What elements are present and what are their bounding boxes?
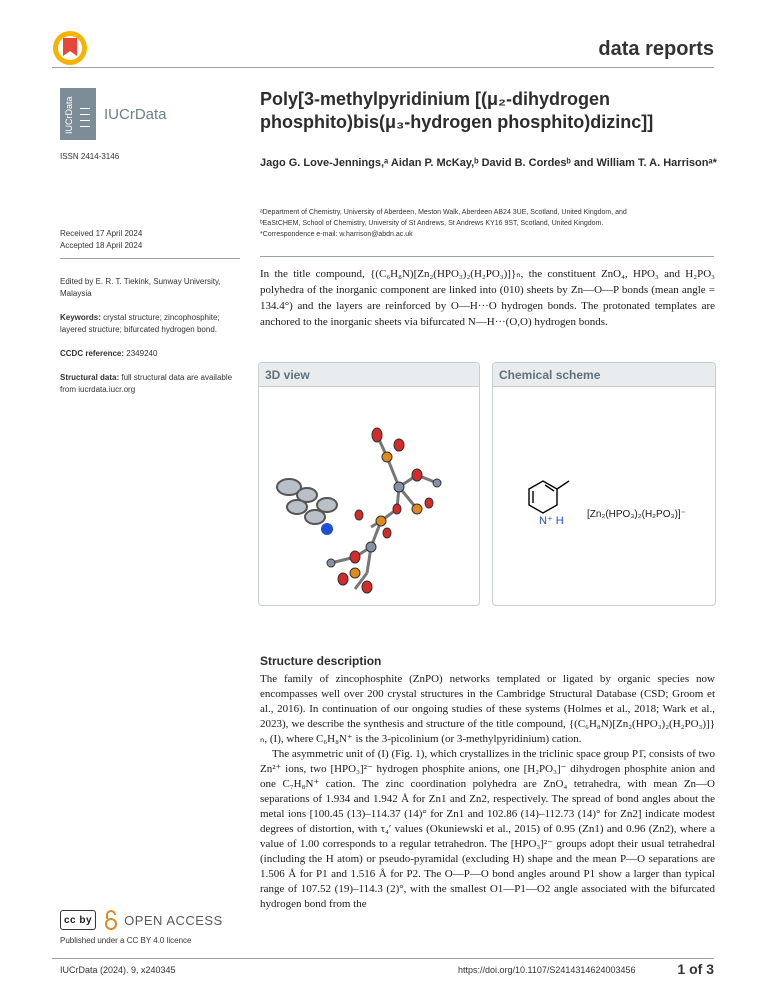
article-body — [260, 672, 715, 912]
header-divider — [52, 67, 714, 68]
journal-logo-icon — [60, 88, 96, 140]
issn: ISSN 2414-3146 — [60, 152, 120, 161]
journal-brand[interactable] — [60, 88, 167, 140]
open-access-label: OPEN ACCESS — [124, 912, 223, 928]
chemical-scheme-title: Chemical scheme — [493, 363, 715, 387]
edited-by: Edited by E. R. T. Tiekink, Sunway University, Malaysia — [60, 277, 221, 298]
title-line-1: Poly[3-methylpyridinium [(μ₂-dihydrogen — [260, 89, 611, 109]
body-paragraph-2: The asymmetric unit of (I) (Fig. 1), which crystallizes in the triclinic space group P1̄, consists of two Zn²⁺ ions, two [HPO₃]²⁻ hydrogen phosphite anions, one [H₂PO₃]⁻ dihydrogen phosphite anion and one C₇H₈N⁺ cation. The zinc coordination polyhedra are ZnO₄ tetrahedra, with mean Zn—O separations of 1.934 and 1.942 Å for Zn1 and Zn2, respectively. The spread of bond angles about the metal ions [100.45 (13)–114.37 (14)° for Zn1 and 102.86 (14)–112.73 (14)° for Zn2] indicate modest degrees of distortion, with τ₄′ values (Okuniewski et al., 2015) of 0.95 (Zn1) and 0.96 (Zn2), where a value of 1.00 corresponds to a regular tetrahedron. The [HPO₃]²⁻ groups adopt their usual tetrahedral (including the H atom) or pseudo-pyramidal (excluding H) shape and the mean P—O separations are 1.506 Å for P1 and 1.516 Å for P2. The O—P—O bond angles around P1 show a larger than typical range of 107.52 (19)–114.3 (2)°, with the smallest O1—P1—O2 angle associated with the bifurcated hydrogen bond from the — [260, 748, 715, 910]
structure-description-heading: Structure description — [260, 654, 382, 668]
doi-link[interactable]: https://doi.org/10.1107/S2414314624003456 — [458, 965, 636, 975]
affiliation-a: ᵃDepartment of Chemistry, University of Aberdeen, Meston Walk, Aberdeen AB24 3UE, Scotland, United Kingdom, and — [260, 209, 627, 216]
keywords-label: Keywords: — [60, 313, 101, 322]
ccdc-reference — [60, 348, 240, 360]
journal-name: IUCrData — [104, 105, 167, 123]
molecule-3d-view[interactable] — [259, 387, 479, 605]
cc-by-icon: cc by — [60, 910, 96, 930]
footer-divider — [52, 958, 714, 959]
pyridinium-nh-label: N⁺ H — [539, 515, 564, 527]
view-3d-title: 3D view — [259, 363, 479, 387]
structural-label: Structural data: — [60, 373, 120, 382]
title-line-2: phosphito)bis(μ₃-hydrogen phosphito)dizinc]] — [260, 112, 654, 132]
anion-formula: [Zn₂(HPO₃)₂(H₂PO₃)]⁻ — [587, 509, 686, 520]
nitrogen-atom-icon — [321, 523, 333, 535]
affiliations — [260, 207, 720, 240]
received-date: Received 17 April 2024 — [60, 229, 143, 238]
crossmark-logo-icon[interactable] — [52, 30, 88, 66]
affiliation-divider — [260, 256, 714, 257]
sidebar-divider — [60, 258, 240, 259]
authors: Jago G. Love-Jennings,ᵃ Aidan P. McKay,ᵇ David B. Cordesᵇ and William T. A. Harrisonᵃ* — [260, 157, 717, 169]
view-3d-panel[interactable] — [258, 362, 480, 606]
section-title: data reports — [598, 38, 714, 60]
journal-citation: IUCrData (2024). 9, x240345 — [60, 965, 176, 975]
article-title — [260, 88, 720, 134]
correspondence-email[interactable]: *Correspondence e-mail: w.harrison@abdn.ac.uk — [260, 231, 413, 238]
journal-logo-text: IUCrData — [64, 96, 74, 134]
affiliation-b: ᵇEaStCHEM, School of Chemistry, University of St Andrews, St Andrews KY16 9ST, Scotland, United Kingdom. — [260, 220, 604, 227]
keywords — [60, 312, 240, 336]
open-access-badge[interactable] — [60, 910, 223, 930]
license-note: Published under a CC BY 4.0 licence — [60, 936, 192, 945]
ccdc-label: CCDC reference: — [60, 349, 125, 358]
structural-value[interactable]: full structural data are available from iucrdata.iucr.org — [60, 373, 233, 394]
chemical-scheme-figure — [493, 387, 715, 605]
ccdc-value: 2349240 — [126, 349, 158, 358]
abstract: In the title compound, {(C₆H₈N)[Zn₂(HPO₃)₂(H₂PO₃)]}ₙ, the constituent ZnO₄, HPO₃ and H₂PO₃ polyhedra of the inorganic component are linked into (010) sheets by Zn—O—P bonds (mean angle = 134.4°) and the layers are reinforced by O—H···O hydrogen bonds. The protonated templates are anchored to the inorganic sheets via bifurcated N—H···(O,O) hydrogen bonds. — [260, 268, 715, 328]
structural-data — [60, 372, 240, 396]
open-lock-icon — [104, 910, 118, 930]
accepted-date: Accepted 18 April 2024 — [60, 241, 143, 250]
body-paragraph-1: The family of zincophosphite (ZnPO) networks templated or ligated by organic species now encompasses well over 200 crystal structures in the Cambridge Structural Database (CSD; Groom et al., 2016). In continuation of our ongoing studies of these systems (Holmes et al., 2018; Wark et al., 2023), we describe the synthesis and structure of the title compound, {(C₆H₈N)[Zn₂(HPO₃)₂(H₂PO₃)]}ₙ, (I), where C₆H₈N⁺ is the 3-picolinium (or 3-methylpyridinium) cation. — [260, 673, 715, 745]
page-number: 1 of 3 — [677, 961, 714, 977]
chemical-scheme-panel[interactable] — [492, 362, 716, 606]
keywords-value: crystal structure; zincophosphite; layered structure; bifurcated hydrogen bond. — [60, 313, 220, 334]
